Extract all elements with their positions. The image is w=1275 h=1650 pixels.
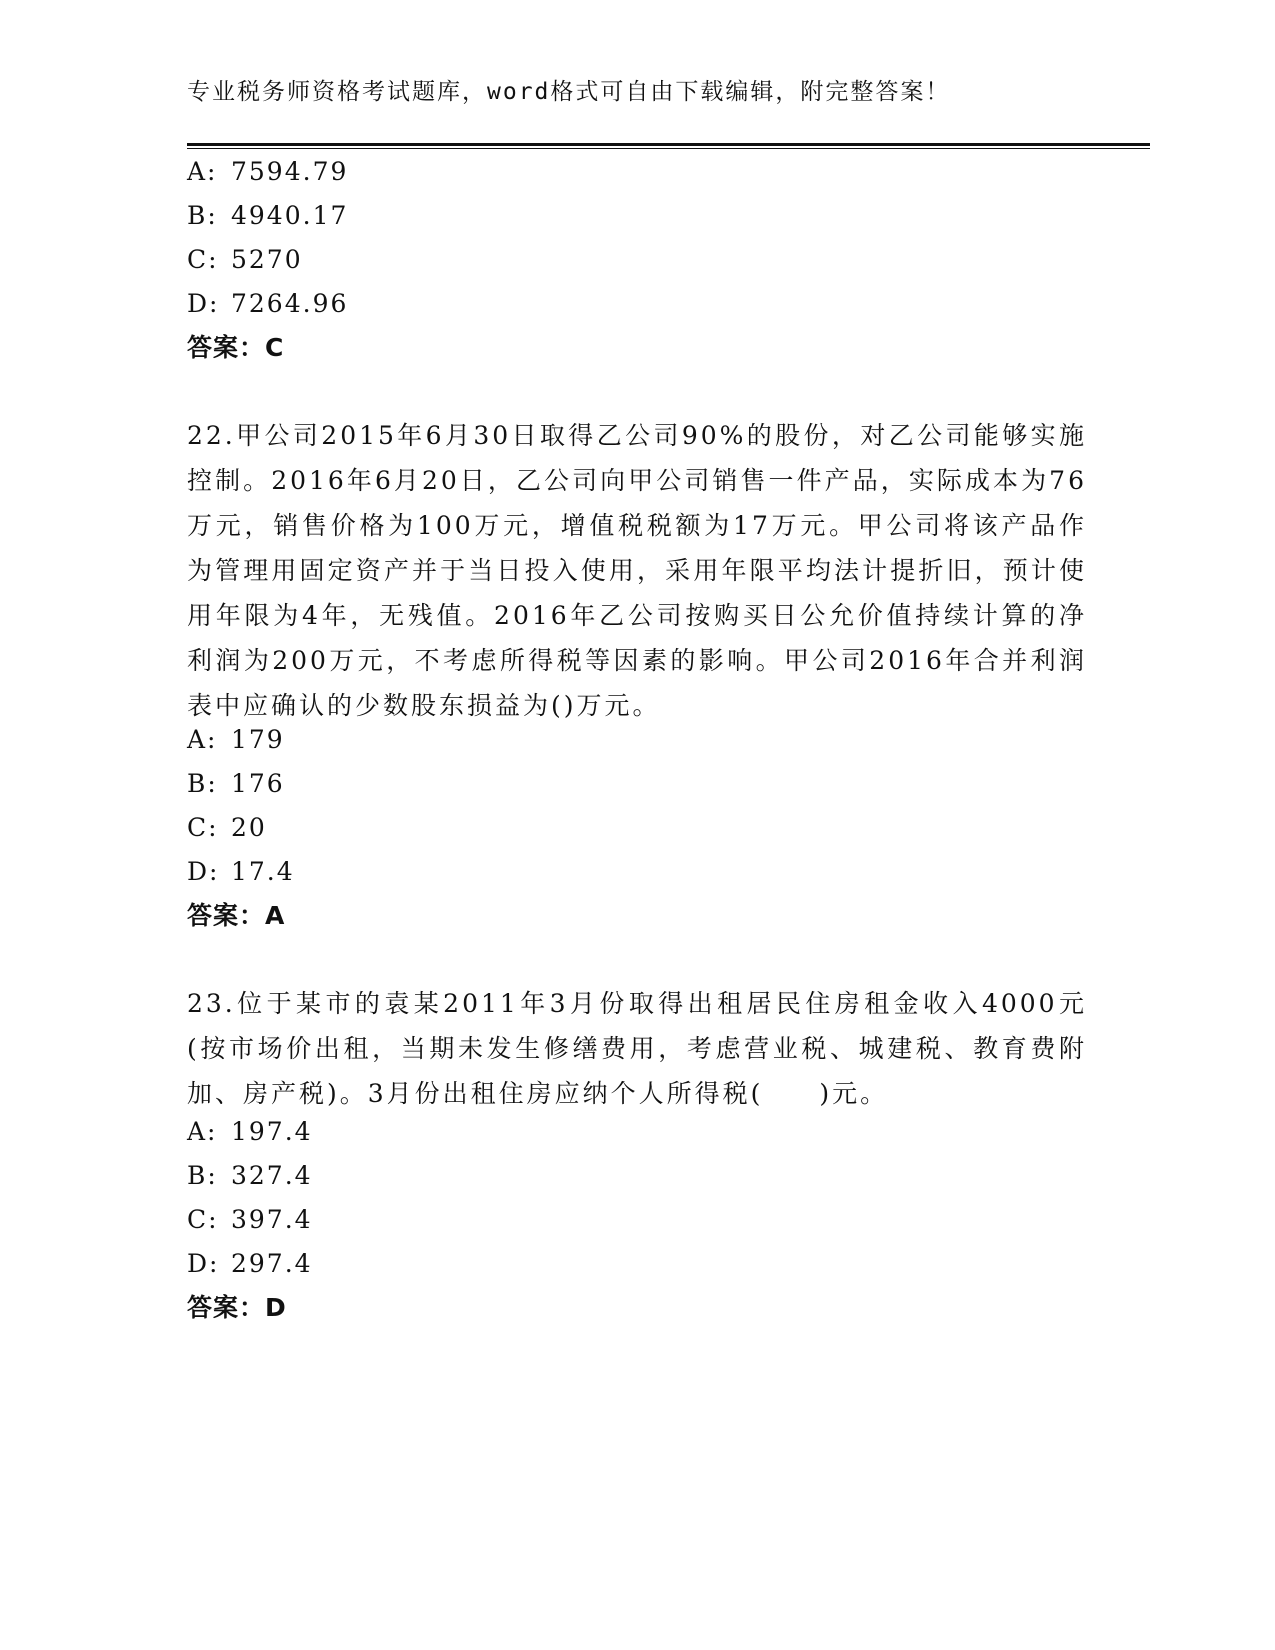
option-c: C: 397.4 — [187, 1205, 313, 1234]
answer-line: 答案：C — [187, 333, 285, 362]
option-c: C: 5270 — [187, 245, 303, 274]
header-rule-thick — [187, 143, 1150, 146]
option-d: D: 297.4 — [187, 1249, 313, 1278]
option-c: C: 20 — [187, 813, 267, 842]
option-b: B: 176 — [187, 769, 285, 798]
question-23-text: 23.位于某市的袁某2011年3月份取得出租居民住房租金收入4000元(按市场价出租，当期未发生修缮费用，考虑营业税、城建税、教育费附加、房产税)。3月份出租住房应纳个人所得税( )元。 — [187, 989, 1087, 1108]
answer-line: 答案：D — [187, 1293, 287, 1322]
header-rule-thin — [187, 148, 1150, 149]
question-22-text: 22.甲公司2015年6月30日取得乙公司90%的股份，对乙公司能够实施控制。2016年6月20日，乙公司向甲公司销售一件产品，实际成本为76万元，销售价格为100万元，增值税税额为17万元。甲公司将该产品作为管理用固定资产并于当日投入使用，采用年限平均法计提折旧，预计使用年限为4年，无残值。2016年乙公司按购买日公允价值持续计算的净利润为200万元，不考虑所得税等因素的影响。甲公司2016年合并利润表中应确认的少数股东损益为()万元。 — [187, 421, 1087, 720]
option-a: A: 197.4 — [187, 1117, 313, 1146]
page-header: 专业税务师资格考试题库，word格式可自由下载编辑，附完整答案！ — [187, 79, 951, 105]
option-b: B: 4940.17 — [187, 201, 349, 230]
option-a: A: 179 — [187, 725, 285, 754]
option-b: B: 327.4 — [187, 1161, 313, 1190]
answer-line: 答案：A — [187, 901, 286, 930]
option-d: D: 17.4 — [187, 857, 295, 886]
option-a: A: 7594.79 — [187, 157, 349, 186]
option-d: D: 7264.96 — [187, 289, 349, 318]
